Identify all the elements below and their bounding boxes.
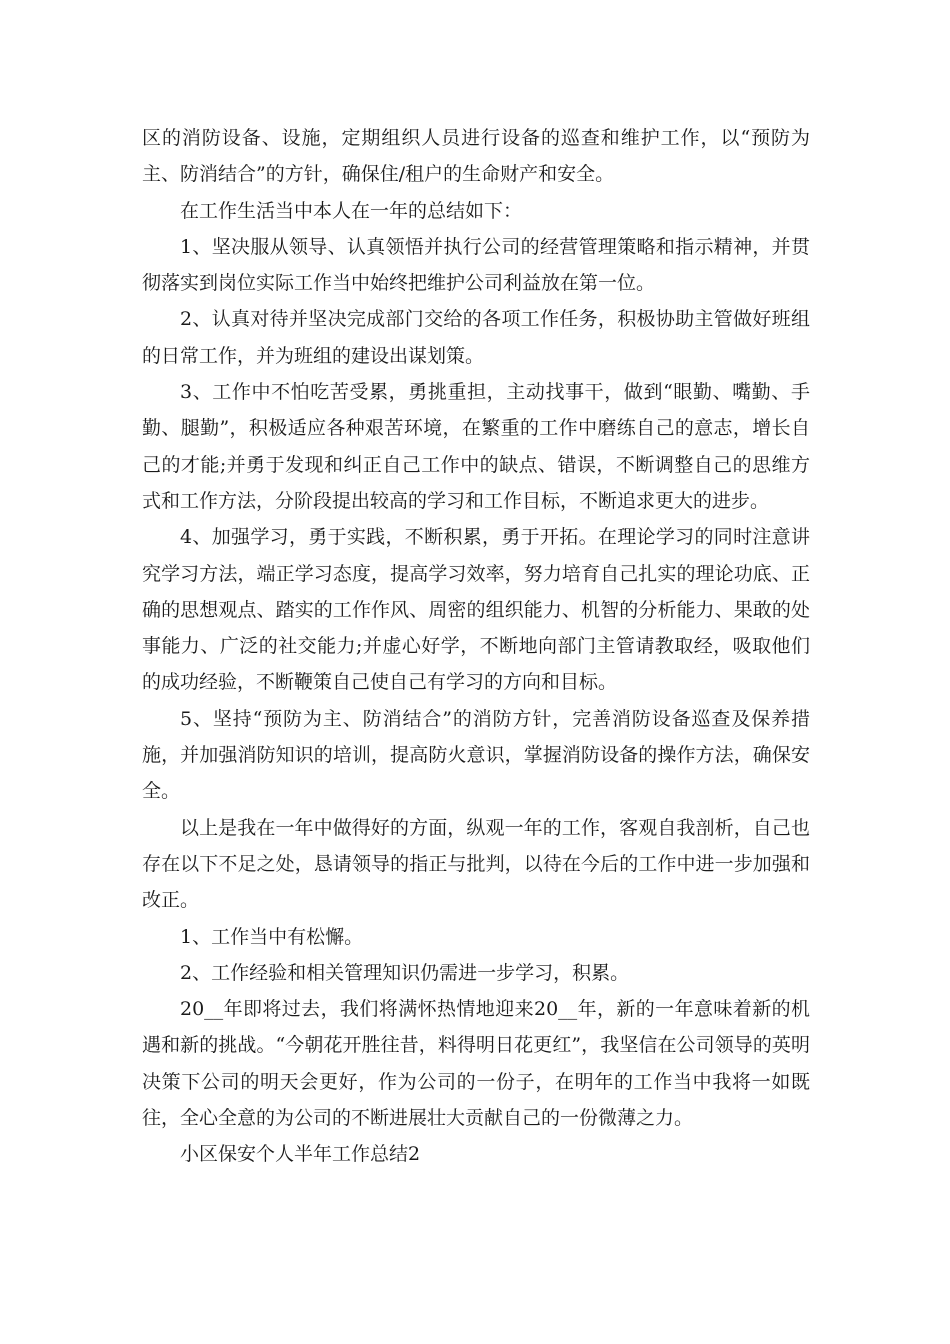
paragraph-item-4: 4、加强学习，勇于实践，不断积累，勇于开拓。在理论学习的同时注意讲究学习方法，端正学习态度，提高学习效率，努力培育自己扎实的理论功底、正确的思想观点、踏实的工作作风、周密的组织能力、机智的分析能力、果敢的处事能力、广泛的社交能力;并虚心好学，不断地向部门主管请教取经，吸取他们的成功经验，不断鞭策自己使自己有学习的方向和目标。 [142, 526, 810, 694]
paragraph-conclusion: 20__年即将过去，我们将满怀热情地迎来20__年，新的一年意味着新的机遇和新的挑战。“今朝花开胜往昔，料得明日花更红”，我坚信在公司领导的英明决策下公司的明天会更好，作为公司的一份子，在明年的工作当中我将一如既往，全心全意的为公司的不断进展壮大贡献自己的一份微薄之力。 [142, 998, 810, 1130]
section-heading: 小区保安个人半年工作总结2 [180, 1143, 421, 1166]
paragraph-shortcoming-1: 1、工作当中有松懈。 [180, 925, 364, 948]
paragraph-item-2: 2、认真对待并坚决完成部门交给的各项工作任务，积极协助主管做好班组的日常工作，并为班组的建设出谋划策。 [142, 308, 810, 367]
paragraph-intro: 在工作生活当中本人在一年的总结如下： [180, 199, 523, 222]
paragraph-item-5: 5、坚持“预防为主、防消结合”的消防方针，完善消防设备巡查及保养措施，并加强消防知识的培训，提高防火意识，掌握消防设备的操作方法，确保安全。 [142, 707, 810, 803]
document-body [142, 120, 810, 1173]
paragraph-continued: 区的消防设备、设施，定期组织人员进行设备的巡查和维护工作，以“预防为主、防消结合”的方针，确保住/租户的生命财产和安全。 [142, 127, 810, 186]
paragraph-item-1: 1、坚决服从领导、认真领悟并执行公司的经营管理策略和指示精神，并贯彻落实到岗位实际工作当中始终把维护公司利益放在第一位。 [142, 235, 810, 295]
paragraph-item-3: 3、工作中不怕吃苦受累，勇挑重担，主动找事干，做到“眼勤、嘴勤、手勤、腿勤”，积极适应各种艰苦环境，在繁重的工作中磨练自己的意志，增长自己的才能;并勇于发现和纠正自己工作中的缺点、错误，不断调整自己的思维方式和工作方法，分阶段提出较高的学习和工作目标，不断追求更大的进步。 [142, 381, 810, 512]
paragraph-shortcomings-intro: 以上是我在一年中做得好的方面，纵观一年的工作，客观自我剖析，自己也存在以下不足之处，恳请领导的指正与批判，以待在今后的工作中进一步加强和改正。 [142, 816, 810, 912]
paragraph-shortcoming-2: 2、工作经验和相关管理知识仍需进一步学习，积累。 [180, 961, 630, 984]
